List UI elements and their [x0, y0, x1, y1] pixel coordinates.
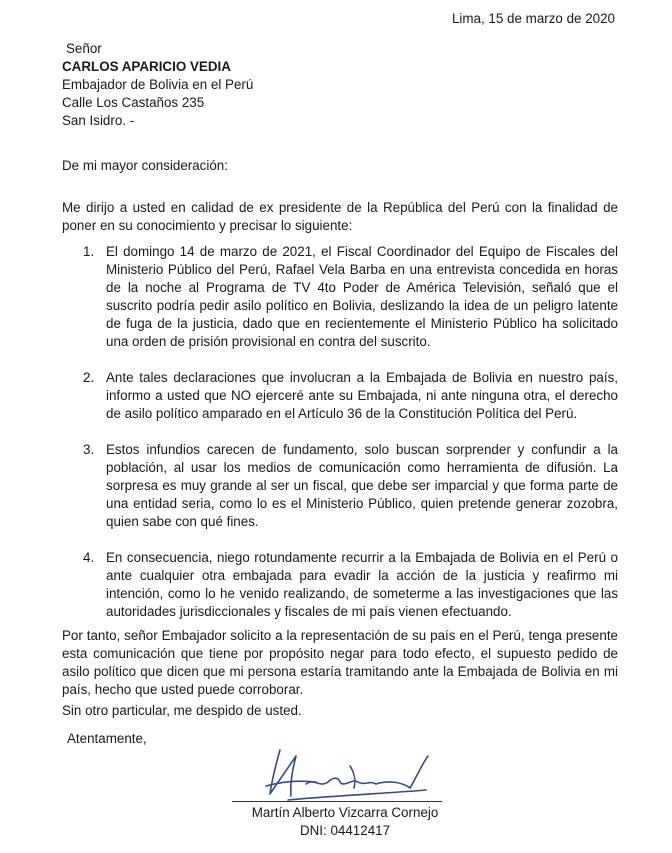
- list-item-text: Estos infundios carecen de fundamento, solo buscan sorprender y confundir a la población, al usar los medios de comunicación como herramienta de difusión. La sorpresa es muy grande al ser un fiscal, que debe ser imparcial y que forma parte de una entidad seria, como lo es el Ministerio Público, quien pretende generar zozobra, quien sabe con qué fines.: [106, 442, 618, 529]
- list-item-text: En consecuencia, niego rotundamente recurrir a la Embajada de Bolivia en el Perú o ante cualquier otra embajada para evadir la acción de la justicia y reafirmo mi intención, como lo he venido realizando, de someterme a las investigaciones que las autoridades jurisdiccionales y fiscales de mi país vienen efectuando.: [106, 550, 618, 619]
- list-item: [62, 441, 618, 531]
- signer-dni: DNI: 04412417: [299, 823, 391, 838]
- numbered-list: [62, 243, 618, 639]
- list-item: [62, 243, 618, 351]
- recipient-block: [62, 40, 253, 130]
- list-item-number: 1.: [83, 244, 95, 259]
- recipient-title: Embajador de Bolivia en el Perú: [62, 77, 254, 92]
- list-item: [62, 549, 618, 621]
- intro-paragraph: Me dirijo a usted en calidad de ex presidente de la República del Perú con la finalidad de poner en su conocimiento y precisar lo siguiente:: [62, 200, 618, 233]
- closing-paragraph: Por tanto, señor Embajador solicito a la representación de su país en el Perú, tenga presente esta comunicación que tiene por propósito negar para todo efecto, el supuesto pedido de asilo político que dicen que mi persona estaría tramitando ante la Embajada de Bolivia en mi país, hecho que usted puede corroborar.: [62, 628, 618, 697]
- list-item-number: 3.: [83, 442, 95, 457]
- signature-line: [232, 801, 442, 802]
- list-item: [62, 369, 618, 423]
- recipient-street: Calle Los Castaños 235: [62, 95, 205, 110]
- salutation: De mi mayor consideración:: [62, 158, 228, 173]
- recipient-district: San Isidro. -: [62, 113, 135, 128]
- signer-name: Martín Alberto Vizcarra Cornejo: [251, 805, 439, 820]
- handwritten-signature: [258, 742, 438, 804]
- list-item-text: Ante tales declaraciones que involucran a la Embajada de Bolivia en nuestro país, informo a usted que NO ejerceré ante su Embajada, ni ante ninguna otra, el derecho de asilo político amparado en el Artículo 36 de la Constitución Política del Perú.: [106, 370, 618, 421]
- list-item-number: 2.: [83, 370, 95, 385]
- list-item-text: El domingo 14 de marzo de 2021, el Fiscal Coordinador del Equipo de Fiscales del Ministerio Público del Perú, Rafael Vela Barba en una entrevista concedida en horas de la noche al Programa de TV 4to Poder de América Televisión, señaló que el suscrito podría pedir asilo político en Bolivia, deslizando la idea de un peligro latente de fuga de la justicia, dado que en recientemente el Ministerio Público ha solicitado una orden de prisión provisional en contra del suscrito.: [106, 244, 618, 349]
- sign-off: Atentamente,: [67, 731, 147, 746]
- recipient-greeting: Señor: [66, 41, 102, 56]
- recipient-name: CARLOS APARICIO VEDIA: [62, 59, 231, 74]
- farewell-line: Sin otro particular, me despido de usted.: [62, 703, 302, 718]
- list-item-number: 4.: [83, 550, 95, 565]
- letter-date: Lima, 15 de marzo de 2020: [451, 11, 615, 26]
